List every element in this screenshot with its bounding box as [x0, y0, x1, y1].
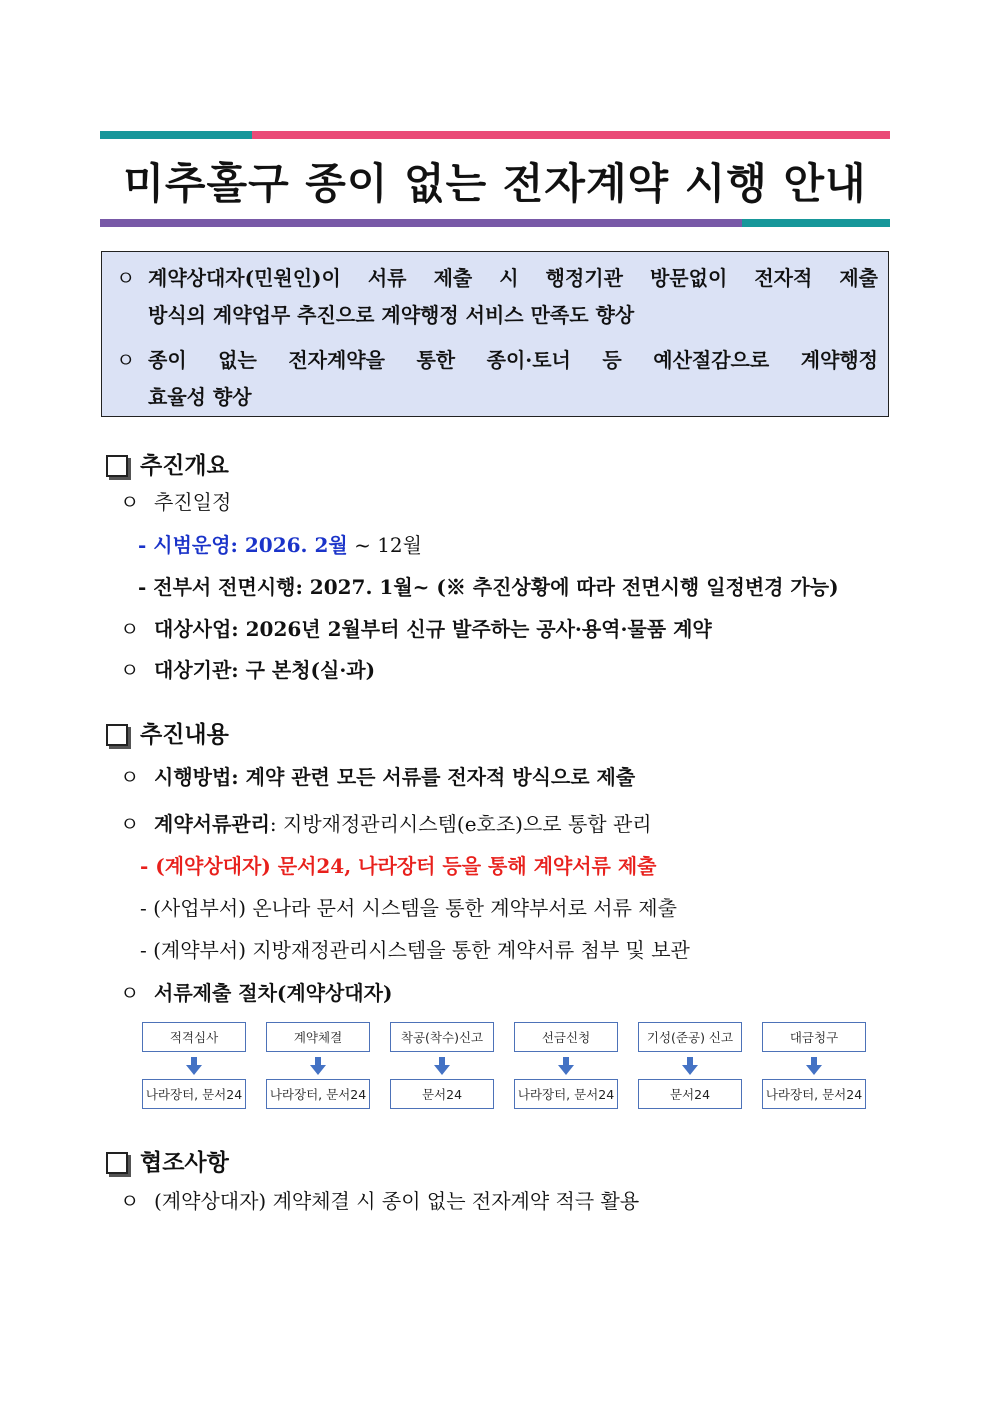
- bullet-icon: ㅇ: [120, 1189, 140, 1213]
- step-5-bottom: 문서24: [638, 1079, 742, 1109]
- docs-sub-contract-dept: - (계약부서) 지방재정관리시스템을 통한 계약서류 첨부 및 보관: [140, 938, 690, 962]
- bullet-icon: ㅇ: [120, 490, 140, 514]
- title-top-bar-pink: [252, 131, 890, 139]
- bullet-icon: ㅇ: [120, 981, 140, 1005]
- bullet-icon: ㅇ: [120, 765, 140, 789]
- step-2-top: 계약체결: [266, 1022, 370, 1052]
- cooperation-item: ㅇ (계약상대자) 계약체결 시 종이 없는 전자계약 적극 활용: [120, 1189, 640, 1213]
- pilot-schedule: - 시범운영: 2026. 2월 ~ 12월: [138, 533, 422, 557]
- bullet-icon: ㅇ: [120, 658, 140, 682]
- docs-sub-contractor: - (계약상대자) 문서24, 나라장터 등을 통해 계약서류 제출: [140, 854, 657, 878]
- method-item: ㅇ 시행방법: 계약 관련 모든 서류를 전자적 방식으로 제출: [120, 765, 636, 789]
- step-6-top: 대금청구: [762, 1022, 866, 1052]
- target-business-item: ㅇ 대상사업: 2026년 2월부터 신규 발주하는 공사·용역·물품 계약: [120, 617, 712, 641]
- summary-box: ㅇ 계약상대자(민원인)이 서류 제출 시 행정기관 방문없이 전자적 제출 방식의 계약업무 추진으로 계약행정 서비스 만족도 향상 ㅇ 종이 없는 전자계약을 통한 종이·토너 등 예산절감으로 계약행정 효율성 향상: [101, 251, 889, 417]
- page-title: 미추홀구 종이 없는 전자계약 시행 안내: [123, 159, 867, 208]
- down-arrow-icon: [310, 1057, 326, 1075]
- step-2-bottom: 나라장터, 문서24: [266, 1079, 370, 1109]
- bullet-icon: ㅇ: [116, 266, 136, 290]
- step-3-bottom: 문서24: [390, 1079, 494, 1109]
- down-arrow-icon: [186, 1057, 202, 1075]
- down-arrow-icon: [682, 1057, 698, 1075]
- full-rollout-schedule: - 전부서 전면시행: 2027. 1월~ (※ 추진상황에 따라 전면시행 일정변경 가능): [138, 575, 839, 599]
- procedure-item: ㅇ 서류제출 절차(계약상대자): [120, 981, 393, 1005]
- step-3-top: 착공(착수)신고: [390, 1022, 494, 1052]
- step-4-top: 선금신청: [514, 1022, 618, 1052]
- down-arrow-icon: [806, 1057, 822, 1075]
- target-org-item: ㅇ 대상기관: 구 본청(실·과): [120, 658, 376, 682]
- down-arrow-icon: [434, 1057, 450, 1075]
- step-6-bottom: 나라장터, 문서24: [762, 1079, 866, 1109]
- docs-sub-business-dept: - (사업부서) 온나라 문서 시스템을 통한 계약부서로 서류 제출: [140, 896, 677, 920]
- title-bottom-bar-purple: [100, 219, 742, 227]
- checkbox-square-icon: [106, 1152, 128, 1174]
- bullet-icon: ㅇ: [120, 617, 140, 641]
- checkbox-square-icon: [106, 455, 128, 477]
- step-1-bottom: 나라장터, 문서24: [142, 1079, 246, 1109]
- docs-management-item: ㅇ 계약서류관리: 지방재정관리시스템(e호조)으로 통합 관리: [120, 812, 652, 836]
- down-arrow-icon: [558, 1057, 574, 1075]
- schedule-item: ㅇ 추진일정: [120, 490, 232, 514]
- step-4-bottom: 나라장터, 문서24: [514, 1079, 618, 1109]
- title-bottom-bar-teal: [742, 219, 890, 227]
- step-5-top: 기성(준공) 신고: [638, 1022, 742, 1052]
- step-1-top: 적격심사: [142, 1022, 246, 1052]
- title-top-bar-teal: [100, 131, 252, 139]
- checkbox-square-icon: [106, 724, 128, 746]
- bullet-icon: ㅇ: [120, 812, 140, 836]
- bullet-icon: ㅇ: [116, 348, 136, 372]
